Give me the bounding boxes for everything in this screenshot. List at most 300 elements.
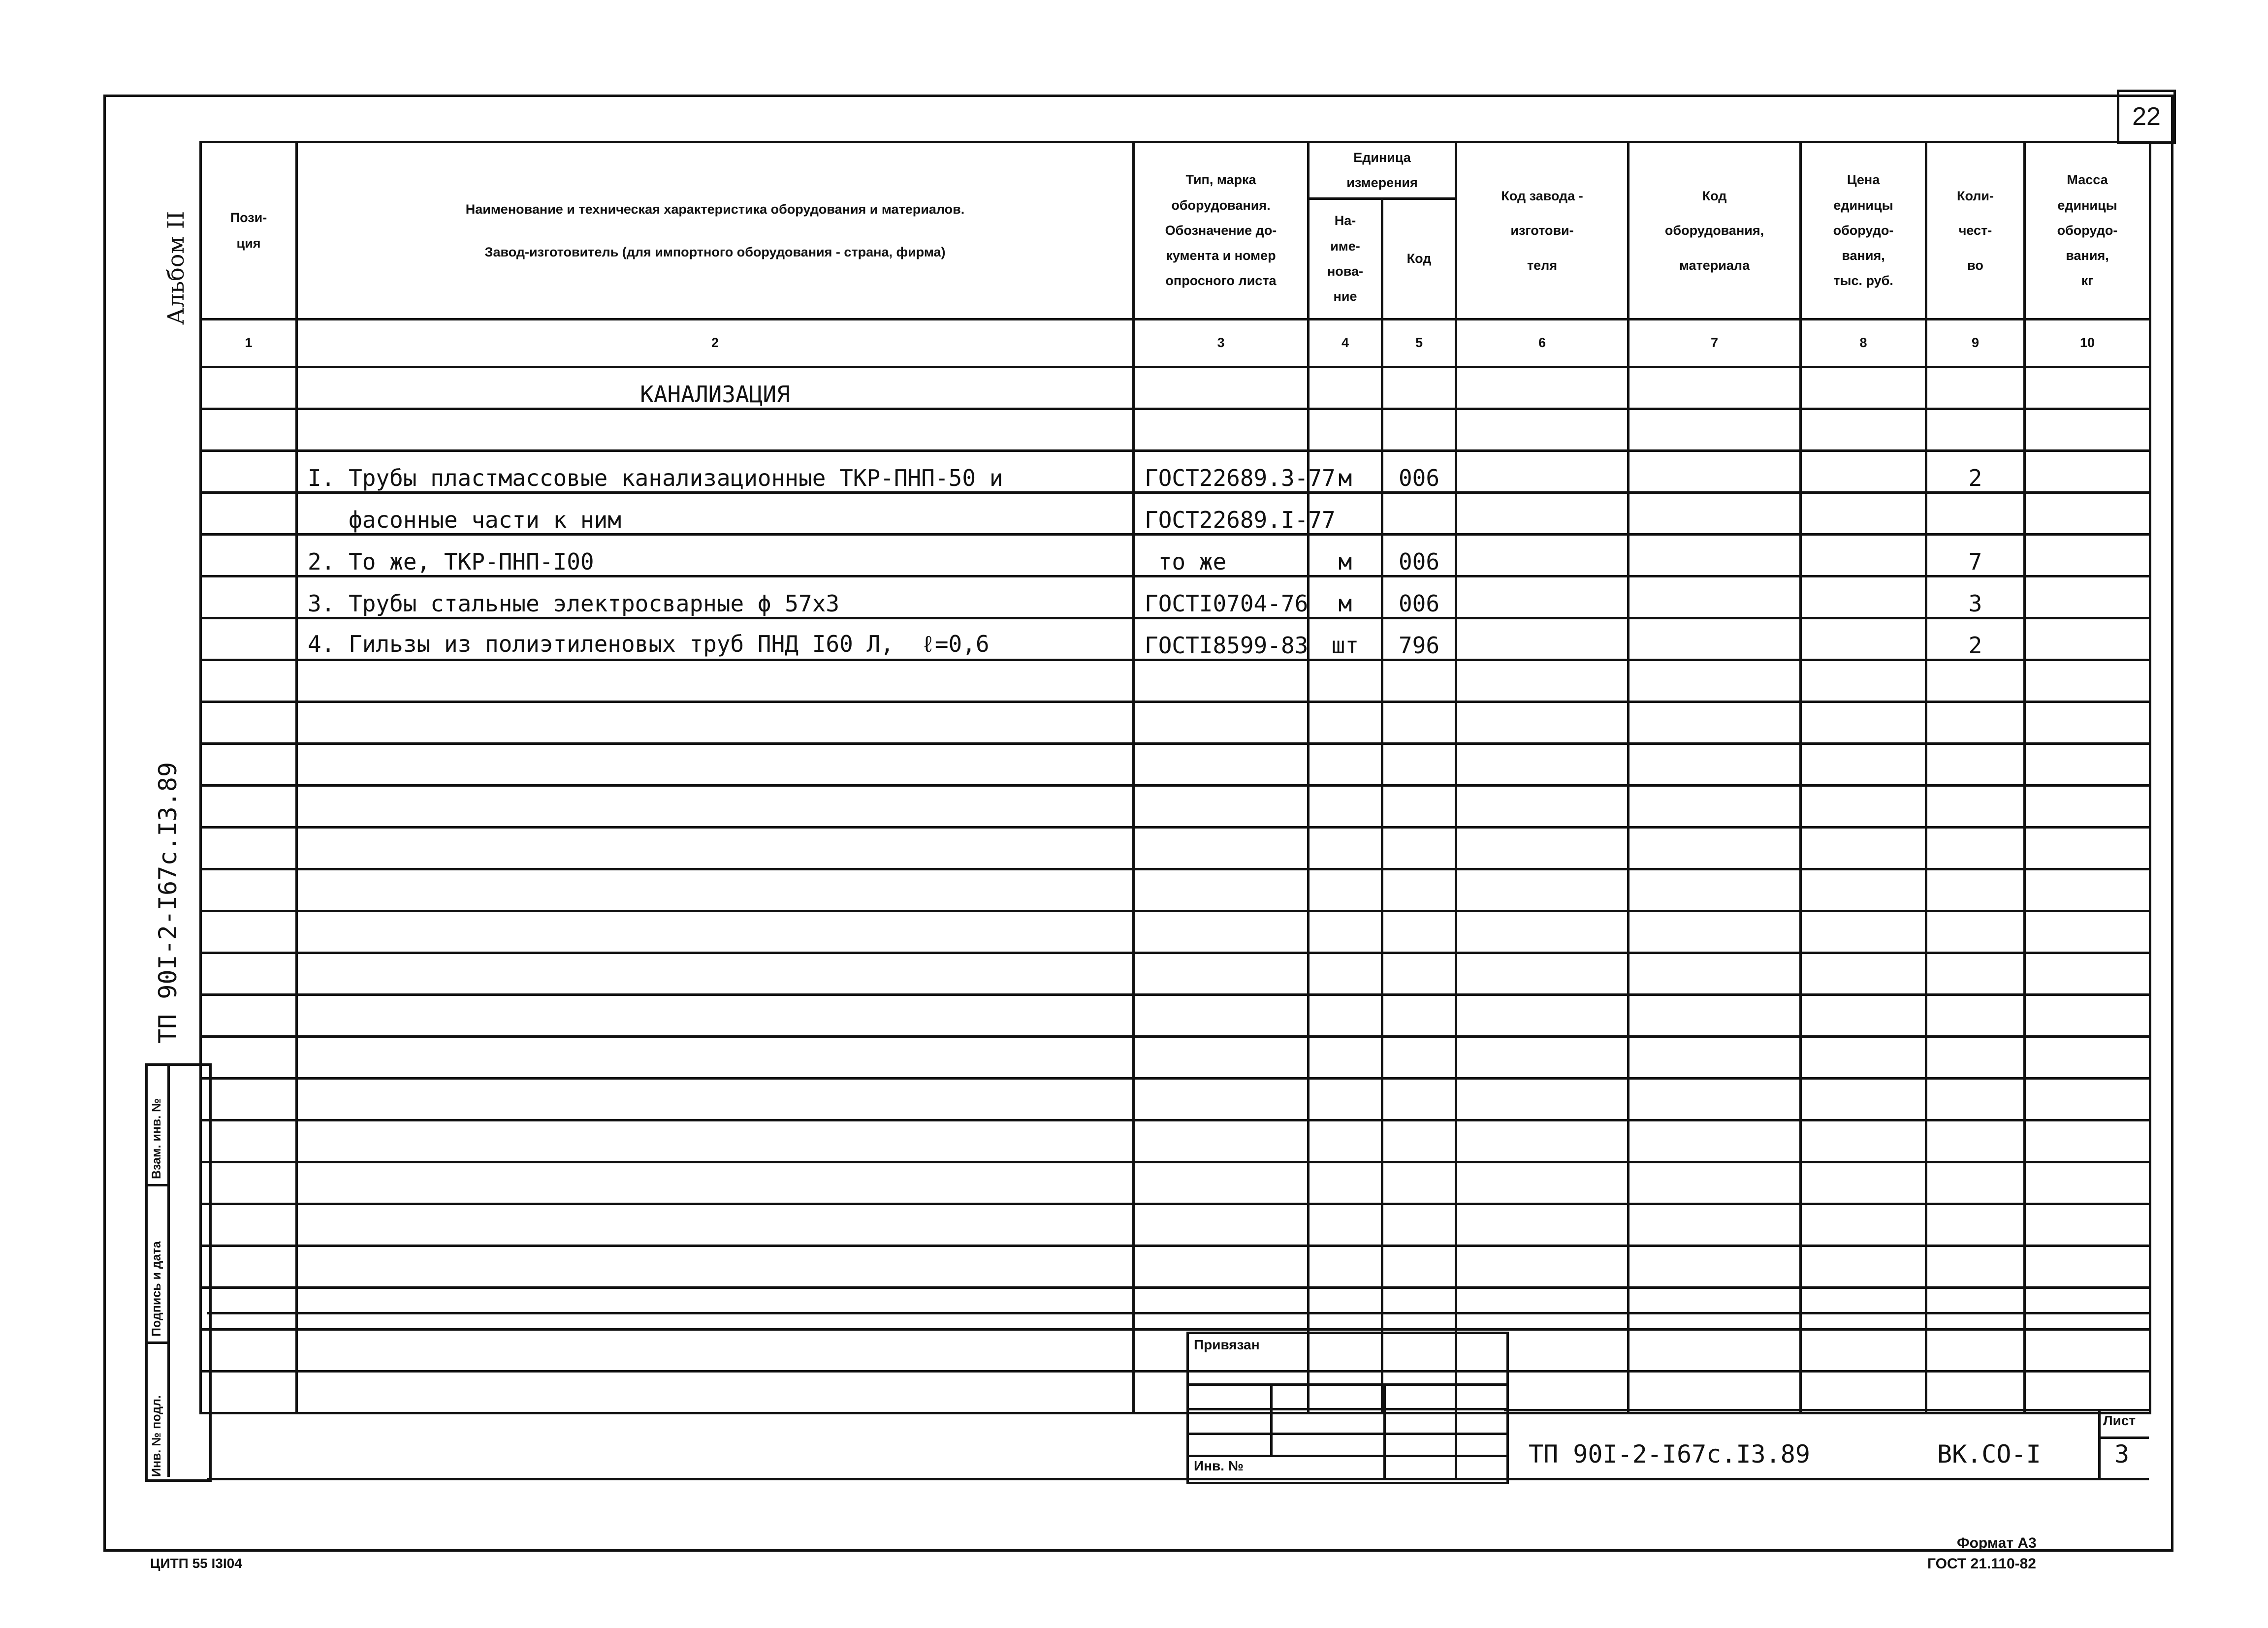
cell-mass xyxy=(2025,828,2150,869)
cell-equipment-code xyxy=(1629,953,1801,995)
header-unit-name: На- име- нова- ние xyxy=(1309,199,1382,319)
cell-factory-code xyxy=(1456,660,1629,702)
cell-unit-name xyxy=(1309,869,1382,911)
cell-equipment-code xyxy=(1629,995,1801,1037)
cell-quantity: 2 xyxy=(1926,451,2025,493)
cell-mass xyxy=(2025,1204,2150,1246)
cell-unit-name xyxy=(1309,953,1382,995)
cell-document xyxy=(1134,660,1309,702)
cell-quantity xyxy=(1926,1079,2025,1120)
cell-quantity xyxy=(1926,1162,2025,1204)
cell-mass xyxy=(2025,1037,2150,1079)
table-row xyxy=(201,1204,2150,1246)
cell-position xyxy=(201,409,297,451)
cell-name xyxy=(297,995,1134,1037)
cell-position xyxy=(201,786,297,828)
cell-name: фасонные части к ним xyxy=(297,493,1134,535)
cell-equipment-code xyxy=(1629,367,1801,409)
cell-position xyxy=(201,828,297,869)
cell-quantity xyxy=(1926,744,2025,786)
cell-unit-code xyxy=(1382,995,1456,1037)
table-row xyxy=(201,576,2150,618)
cell-factory-code xyxy=(1456,953,1629,995)
cell-mass xyxy=(2025,744,2150,786)
side-field-replace: Взам. инв. № xyxy=(150,1098,163,1179)
cell-quantity xyxy=(1926,869,2025,911)
stamp-project-code: ТП 90I-2-I67с.I3.89 xyxy=(1529,1440,1810,1468)
cell-mass xyxy=(2025,367,2150,409)
specification-table xyxy=(199,141,2151,1414)
cell-unit-name: м xyxy=(1309,451,1382,493)
colnum-5: 5 xyxy=(1382,319,1456,367)
cell-unit-name xyxy=(1309,1079,1382,1120)
cell-mass xyxy=(2025,1120,2150,1162)
cell-position xyxy=(201,493,297,535)
header-unit-group: Единица измерения xyxy=(1309,142,1456,199)
cell-position xyxy=(201,953,297,995)
sheet-corner-number: 22 xyxy=(2117,90,2176,144)
cell-document xyxy=(1134,1120,1309,1162)
cell-unit-code xyxy=(1382,660,1456,702)
cell-equipment-code xyxy=(1629,1162,1801,1204)
title-line xyxy=(1504,1409,2149,1411)
cell-unit-code xyxy=(1382,1246,1456,1288)
cell-mass xyxy=(2025,535,2150,576)
cell-quantity xyxy=(1926,828,2025,869)
cell-position xyxy=(201,618,297,660)
cell-quantity xyxy=(1926,493,2025,535)
cell-quantity: 3 xyxy=(1926,576,2025,618)
cell-price xyxy=(1801,367,1926,409)
cell-factory-code xyxy=(1456,1120,1629,1162)
cell-unit-name xyxy=(1309,1288,1382,1330)
cell-document xyxy=(1134,702,1309,744)
colnum-3: 3 xyxy=(1134,319,1309,367)
cell-unit-name xyxy=(1309,1120,1382,1162)
cell-unit-code xyxy=(1382,869,1456,911)
bound-stamp xyxy=(1186,1332,1509,1484)
table-row xyxy=(201,744,2150,786)
table-row xyxy=(201,409,2150,451)
cell-mass xyxy=(2025,1079,2150,1120)
cell-unit-name: шт xyxy=(1309,618,1382,660)
header-mass: Масса единицы оборудо- вания, кг xyxy=(2025,142,2150,319)
footer-gost: ГОСТ 21.110-82 xyxy=(1927,1556,2036,1572)
colnum-6: 6 xyxy=(1456,319,1629,367)
side-field-inv: Инв. № подл. xyxy=(150,1395,163,1477)
cell-name xyxy=(297,1330,1134,1372)
cell-unit-name: м xyxy=(1309,535,1382,576)
cell-price xyxy=(1801,535,1926,576)
cell-mass xyxy=(2025,660,2150,702)
colnum-8: 8 xyxy=(1801,319,1926,367)
cell-quantity xyxy=(1926,953,2025,995)
cell-name xyxy=(297,869,1134,911)
cell-price xyxy=(1801,1288,1926,1330)
cell-unit-name xyxy=(1309,660,1382,702)
cell-quantity: 7 xyxy=(1926,535,2025,576)
cell-name xyxy=(297,660,1134,702)
cell-mass xyxy=(2025,1162,2150,1204)
cell-position xyxy=(201,744,297,786)
cell-quantity xyxy=(1926,786,2025,828)
cell-name: I. Трубы пластмассовые канализационные ТКР-ПНП-50 и xyxy=(297,451,1134,493)
cell-quantity xyxy=(1926,1246,2025,1288)
cell-equipment-code xyxy=(1629,744,1801,786)
cell-price xyxy=(1801,1079,1926,1120)
cell-mass xyxy=(2025,911,2150,953)
cell-document xyxy=(1134,367,1309,409)
table-row xyxy=(201,786,2150,828)
cell-price xyxy=(1801,995,1926,1037)
colnum-9: 9 xyxy=(1926,319,2025,367)
cell-document xyxy=(1134,744,1309,786)
cell-quantity xyxy=(1926,1037,2025,1079)
cell-unit-code xyxy=(1382,409,1456,451)
cell-document xyxy=(1134,786,1309,828)
header-name: Наименование и техническая характеристика оборудования и материалов. Завод-изготовитель (для импортного оборудования - страна, фирма) xyxy=(297,142,1134,319)
cell-position xyxy=(201,1120,297,1162)
cell-mass xyxy=(2025,1246,2150,1288)
cell-equipment-code xyxy=(1629,869,1801,911)
header-price: Цена единицы оборудо- вания, тыс. руб. xyxy=(1801,142,1926,319)
cell-factory-code xyxy=(1456,576,1629,618)
cell-position xyxy=(201,1246,297,1288)
cell-factory-code xyxy=(1456,451,1629,493)
cell-factory-code xyxy=(1456,409,1629,451)
table-row xyxy=(201,869,2150,911)
table-row xyxy=(201,1288,2150,1330)
cell-mass xyxy=(2025,786,2150,828)
cell-price xyxy=(1801,451,1926,493)
cell-document: ГОСТI8599-83 xyxy=(1134,618,1309,660)
cell-document xyxy=(1134,828,1309,869)
cell-factory-code xyxy=(1456,702,1629,744)
table-row xyxy=(201,953,2150,995)
cell-unit-code xyxy=(1382,493,1456,535)
cell-factory-code xyxy=(1456,1204,1629,1246)
table-row xyxy=(201,1079,2150,1120)
cell-unit-code xyxy=(1382,744,1456,786)
cell-unit-name xyxy=(1309,995,1382,1037)
cell-position xyxy=(201,1288,297,1330)
cell-equipment-code xyxy=(1629,1120,1801,1162)
cell-name xyxy=(297,953,1134,995)
cell-equipment-code xyxy=(1629,702,1801,744)
cell-price xyxy=(1801,786,1926,828)
colnum-1: 1 xyxy=(201,319,297,367)
cell-name xyxy=(297,1120,1134,1162)
table-row xyxy=(201,535,2150,576)
sheet-divider xyxy=(2098,1409,2101,1478)
cell-position xyxy=(201,1162,297,1204)
cell-factory-code xyxy=(1456,1288,1629,1330)
cell-price xyxy=(1801,869,1926,911)
cell-price xyxy=(1801,911,1926,953)
cell-name xyxy=(297,1246,1134,1288)
cell-factory-code xyxy=(1456,367,1629,409)
cell-document: то же xyxy=(1134,535,1309,576)
cell-price xyxy=(1801,493,1926,535)
cell-factory-code xyxy=(1456,1246,1629,1288)
table-row xyxy=(201,1037,2150,1079)
cell-document xyxy=(1134,1037,1309,1079)
cell-unit-code xyxy=(1382,953,1456,995)
table-row xyxy=(201,1372,2150,1413)
cell-position xyxy=(201,911,297,953)
cell-unit-code: 006 xyxy=(1382,535,1456,576)
table-row xyxy=(201,911,2150,953)
footer-format: Формат А3 xyxy=(1957,1535,2037,1551)
cell-price xyxy=(1801,744,1926,786)
cell-factory-code xyxy=(1456,493,1629,535)
cell-price xyxy=(1801,618,1926,660)
cell-name xyxy=(297,1162,1134,1204)
cell-unit-code xyxy=(1382,1079,1456,1120)
cell-name xyxy=(297,1079,1134,1120)
cell-price xyxy=(1801,1372,1926,1413)
cell-equipment-code xyxy=(1629,1372,1801,1413)
cell-position xyxy=(201,535,297,576)
cell-document xyxy=(1134,869,1309,911)
table-row xyxy=(201,1162,2150,1204)
cell-mass xyxy=(2025,869,2150,911)
cell-name: 2. То же, ТКР-ПНП-I00 xyxy=(297,535,1134,576)
stamp-sheet-number: 3 xyxy=(2114,1440,2130,1468)
cell-unit-code xyxy=(1382,702,1456,744)
cell-mass xyxy=(2025,493,2150,535)
cell-unit-code xyxy=(1382,1037,1456,1079)
cell-price xyxy=(1801,1120,1926,1162)
cell-name xyxy=(297,1288,1134,1330)
cell-price xyxy=(1801,828,1926,869)
cell-unit-code xyxy=(1382,1120,1456,1162)
cell-position xyxy=(201,1037,297,1079)
stamp-bottom-line xyxy=(207,1478,2149,1480)
cell-position xyxy=(201,367,297,409)
cell-name: КАНАЛИЗАЦИЯ xyxy=(297,367,1134,409)
table-row xyxy=(201,660,2150,702)
cell-document xyxy=(1134,1079,1309,1120)
cell-document: ГОСТ22689.I-77 xyxy=(1134,493,1309,535)
cell-unit-name xyxy=(1309,1037,1382,1079)
header-quantity: Коли- чест- во xyxy=(1926,142,2025,319)
cell-unit-code xyxy=(1382,828,1456,869)
cell-document: ГОСТ22689.3-77 xyxy=(1134,451,1309,493)
cell-position xyxy=(201,660,297,702)
cell-unit-name: м xyxy=(1309,576,1382,618)
cell-position xyxy=(201,451,297,493)
side-project-code: ТП 90I-2-I67с.I3.89 xyxy=(154,762,182,1044)
cell-document xyxy=(1134,1288,1309,1330)
cell-factory-code xyxy=(1456,535,1629,576)
cell-document xyxy=(1134,409,1309,451)
cell-quantity xyxy=(1926,1120,2025,1162)
side-field-sign: Подпись и дата xyxy=(150,1241,163,1337)
cell-unit-name xyxy=(1309,828,1382,869)
cell-position xyxy=(201,995,297,1037)
cell-mass xyxy=(2025,576,2150,618)
cell-factory-code xyxy=(1456,618,1629,660)
cell-position xyxy=(201,576,297,618)
cell-position xyxy=(201,1372,297,1413)
colnum-7: 7 xyxy=(1629,319,1801,367)
cell-unit-name xyxy=(1309,1204,1382,1246)
cell-unit-name xyxy=(1309,911,1382,953)
cell-factory-code xyxy=(1456,1079,1629,1120)
header-position: Пози- ция xyxy=(201,142,297,319)
cell-quantity xyxy=(1926,1330,2025,1372)
cell-name xyxy=(297,702,1134,744)
cell-name: 3. Трубы стальные электросварные ϕ 57х3 xyxy=(297,576,1134,618)
cell-document xyxy=(1134,953,1309,995)
cell-position xyxy=(201,1330,297,1372)
cell-factory-code xyxy=(1456,1037,1629,1079)
cell-factory-code xyxy=(1456,828,1629,869)
stamp-top-line xyxy=(207,1312,2149,1314)
cell-equipment-code xyxy=(1629,1204,1801,1246)
stamp-sheet-label: Лист xyxy=(2103,1413,2136,1428)
cell-price xyxy=(1801,1037,1926,1079)
cell-mass xyxy=(2025,995,2150,1037)
table-row xyxy=(201,367,2150,409)
cell-mass xyxy=(2025,953,2150,995)
cell-mass xyxy=(2025,1372,2150,1413)
table-row xyxy=(201,995,2150,1037)
cell-unit-name xyxy=(1309,786,1382,828)
cell-unit-name xyxy=(1309,1162,1382,1204)
cell-position xyxy=(201,869,297,911)
cell-quantity xyxy=(1926,1288,2025,1330)
cell-quantity xyxy=(1926,1204,2025,1246)
cell-document xyxy=(1134,911,1309,953)
table-row xyxy=(201,1330,2150,1372)
cell-quantity xyxy=(1926,995,2025,1037)
inv-label: Инв. № xyxy=(1194,1458,1244,1473)
cell-unit-name xyxy=(1309,1246,1382,1288)
cell-unit-code: 006 xyxy=(1382,576,1456,618)
bound-label: Привязан xyxy=(1194,1337,1260,1352)
cell-equipment-code xyxy=(1629,409,1801,451)
cell-mass xyxy=(2025,702,2150,744)
cell-name xyxy=(297,1204,1134,1246)
stamp-doc-code: ВК.СО-I xyxy=(1937,1440,2041,1468)
cell-name: 4. Гильзы из полиэтиленовых труб ПНД I60 Л, ℓ=0,6 xyxy=(297,618,1134,660)
cell-unit-code: 796 xyxy=(1382,618,1456,660)
cell-price xyxy=(1801,660,1926,702)
cell-factory-code xyxy=(1456,786,1629,828)
cell-document xyxy=(1134,1246,1309,1288)
cell-price xyxy=(1801,702,1926,744)
cell-name xyxy=(297,786,1134,828)
cell-document xyxy=(1134,995,1309,1037)
table-row xyxy=(201,1120,2150,1162)
cell-equipment-code xyxy=(1629,660,1801,702)
cell-price xyxy=(1801,1162,1926,1204)
table-row xyxy=(201,618,2150,660)
footer-left: ЦИТП 55 I3I04 xyxy=(150,1556,242,1571)
cell-price xyxy=(1801,1246,1926,1288)
cell-equipment-code xyxy=(1629,618,1801,660)
cell-quantity: 2 xyxy=(1926,618,2025,660)
cell-position xyxy=(201,702,297,744)
cell-unit-name xyxy=(1309,409,1382,451)
colnum-10: 10 xyxy=(2025,319,2150,367)
cell-name xyxy=(297,409,1134,451)
cell-factory-code xyxy=(1456,744,1629,786)
cell-equipment-code xyxy=(1629,828,1801,869)
cell-quantity xyxy=(1926,1372,2025,1413)
table-row xyxy=(201,451,2150,493)
cell-equipment-code xyxy=(1629,1037,1801,1079)
cell-equipment-code xyxy=(1629,786,1801,828)
cell-equipment-code xyxy=(1629,1079,1801,1120)
cell-unit-name xyxy=(1309,744,1382,786)
cell-mass xyxy=(2025,618,2150,660)
cell-price xyxy=(1801,576,1926,618)
cell-document: ГОСТI0704-76 xyxy=(1134,576,1309,618)
colnum-2: 2 xyxy=(297,319,1134,367)
cell-mass xyxy=(2025,1330,2150,1372)
cell-document xyxy=(1134,1204,1309,1246)
cell-price xyxy=(1801,953,1926,995)
cell-unit-code: 006 xyxy=(1382,451,1456,493)
cell-quantity xyxy=(1926,911,2025,953)
cell-price xyxy=(1801,1330,1926,1372)
cell-equipment-code xyxy=(1629,493,1801,535)
cell-equipment-code xyxy=(1629,451,1801,493)
header-equipment-code: Код оборудования, материала xyxy=(1629,142,1801,319)
cell-quantity xyxy=(1926,702,2025,744)
album-label: Альбом II xyxy=(162,211,189,325)
table-row xyxy=(201,828,2150,869)
cell-unit-code xyxy=(1382,786,1456,828)
cell-factory-code xyxy=(1456,911,1629,953)
cell-equipment-code xyxy=(1629,1288,1801,1330)
cell-factory-code xyxy=(1456,1162,1629,1204)
cell-name xyxy=(297,1372,1134,1413)
cell-equipment-code xyxy=(1629,1330,1801,1372)
cell-name xyxy=(297,828,1134,869)
cell-position xyxy=(201,1204,297,1246)
cell-equipment-code xyxy=(1629,576,1801,618)
cell-unit-name xyxy=(1309,367,1382,409)
cell-unit-code xyxy=(1382,911,1456,953)
cell-equipment-code xyxy=(1629,911,1801,953)
cell-quantity xyxy=(1926,660,2025,702)
cell-unit-code xyxy=(1382,367,1456,409)
cell-document xyxy=(1134,1162,1309,1204)
cell-mass xyxy=(2025,1288,2150,1330)
header-unit-code: Код xyxy=(1382,199,1456,319)
cell-unit-code xyxy=(1382,1162,1456,1204)
cell-quantity xyxy=(1926,409,2025,451)
cell-name xyxy=(297,744,1134,786)
header-type: Тип, марка оборудования. Обозначение до- кумента и номер опросного листа xyxy=(1134,142,1309,319)
cell-mass xyxy=(2025,451,2150,493)
cell-price xyxy=(1801,409,1926,451)
cell-unit-code xyxy=(1382,1204,1456,1246)
cell-name xyxy=(297,911,1134,953)
cell-name xyxy=(297,1037,1134,1079)
cell-position xyxy=(201,1079,297,1120)
cell-unit-code xyxy=(1382,1288,1456,1330)
cell-mass xyxy=(2025,409,2150,451)
table-row xyxy=(201,1246,2150,1288)
cell-factory-code xyxy=(1456,995,1629,1037)
cell-factory-code xyxy=(1456,869,1629,911)
table-row xyxy=(201,702,2150,744)
